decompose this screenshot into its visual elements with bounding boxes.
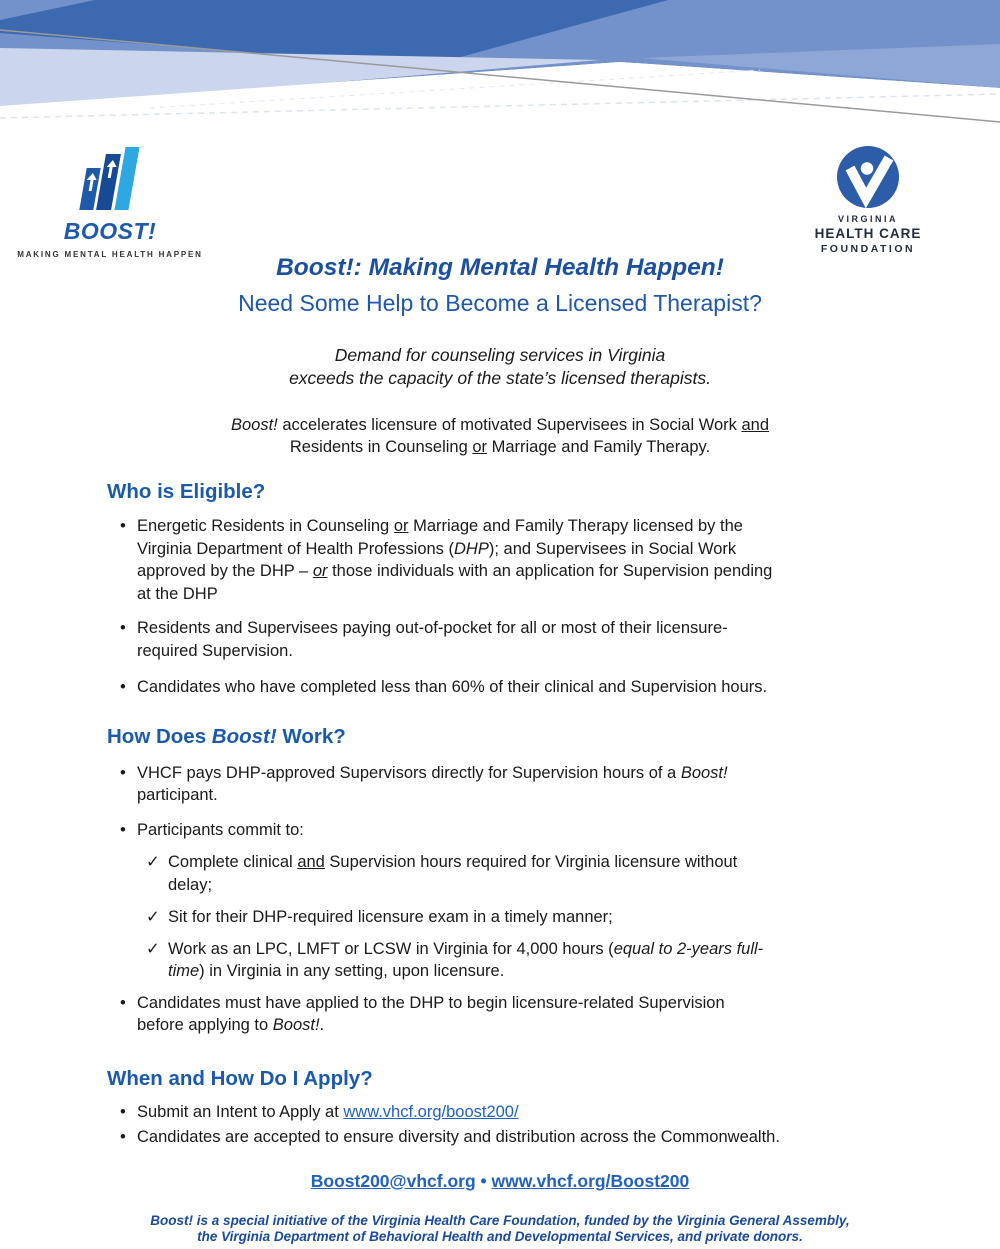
text-segment: Boost!	[680, 763, 728, 782]
text-segment: Complete clinical	[168, 853, 298, 871]
text-segment: accelerates licensure of motivated Supervisees in Social Work	[277, 416, 742, 434]
how-bullet-list-after	[0, 992, 1000, 1037]
text-segment: Residents in Counseling	[289, 438, 473, 456]
bullet-item	[120, 992, 1000, 1037]
text-segment: Boost! is a special initiative of the Virginia Health Care Foundation, funded by the Virginia General Assembly,	[150, 1212, 850, 1228]
text-segment: Boost!	[211, 724, 277, 748]
eligibility-bullet-list	[0, 515, 1000, 699]
bullet-dot-icon: •	[120, 517, 126, 535]
text-segment: participant.	[137, 786, 218, 804]
demand-statement	[0, 344, 1000, 390]
text-segment: Candidates must have applied to the DHP to begin licensure-related Supervision	[137, 993, 725, 1012]
text-segment: Energetic Residents in Counseling	[137, 517, 394, 535]
check-text	[168, 938, 908, 983]
check-item	[146, 906, 1000, 929]
vhcf-logo-line1: VIRGINIA	[837, 214, 898, 224]
vhcf-logo-line3: FOUNDATION	[820, 243, 916, 255]
vhcf-logo	[798, 145, 938, 255]
header-wave-svg	[0, 0, 1000, 125]
text-segment: before applying to	[137, 1016, 273, 1034]
bullet-dot-icon: •	[120, 820, 126, 839]
text-segment: or	[312, 562, 328, 580]
check-icon: ✓	[146, 853, 160, 871]
text-segment: VHCF pays DHP-approved Supervisors directly for Supervision hours of a	[137, 763, 681, 782]
bullet-item	[120, 617, 1000, 662]
demand-line-1: Demand for counseling services in Virginia	[334, 345, 666, 365]
link[interactable]: www.vhcf.org/Boost200	[491, 1170, 690, 1191]
text-segment: How Does	[107, 724, 212, 748]
text-segment: Residents and Supervisees paying out-of-pocket for all or most of their licensure-	[137, 619, 728, 637]
text-segment: Marriage and Family Therapy.	[487, 438, 711, 456]
rising-bars-icon	[83, 140, 139, 210]
bullet-dot-icon: •	[120, 763, 126, 782]
bullet-dot-icon: •	[120, 619, 126, 637]
section-heading-apply: When and How Do I Apply?	[107, 1066, 373, 1090]
link[interactable]: Boost200@vhcf.org	[310, 1170, 476, 1191]
text-segment: Supervision hours required for Virginia licensure without	[324, 853, 738, 871]
bullet-text	[137, 515, 907, 605]
commitment-check-list	[0, 851, 1000, 983]
boost-logo-wordmark: BOOST!	[63, 218, 157, 244]
check-item	[146, 851, 1000, 896]
bullet-item	[120, 1101, 1000, 1124]
section-heading-how-it-works	[107, 725, 1000, 748]
bullet-text	[137, 617, 907, 662]
check-icon: ✓	[146, 908, 160, 926]
text-segment: Participants commit to:	[137, 820, 304, 839]
text-segment: required Supervision.	[137, 641, 293, 660]
how-bullet-list	[0, 762, 1000, 842]
text-segment: Work as an LPC, LMFT or LCSW in Virginia for 4,000 hours (	[168, 939, 614, 958]
bullet-text	[137, 992, 907, 1037]
text-segment: Boost!	[272, 1016, 320, 1034]
program-summary	[0, 414, 1000, 458]
boost-logo	[10, 140, 210, 259]
link[interactable]: www.vhcf.org/boost200/	[343, 1102, 519, 1121]
bullet-text	[137, 819, 907, 842]
text-segment: Submit an Intent to Apply at	[137, 1102, 344, 1121]
bullet-dot-icon: •	[120, 1128, 126, 1146]
text-segment: or	[472, 438, 488, 456]
vhcf-logo-line2: HEALTH CARE	[814, 226, 922, 241]
text-segment: at the DHP	[137, 584, 218, 603]
text-segment: Candidates who have completed less than 60% of their clinical and Supervision hours.	[137, 678, 768, 696]
text-segment: ); and Supervisees in Social Work	[488, 539, 737, 558]
bullet-item	[120, 515, 1000, 605]
check-icon: ✓	[146, 939, 160, 958]
text-segment: .	[319, 1016, 325, 1034]
text-segment: Work?	[276, 724, 346, 748]
text-segment: equal to 2-years full-	[613, 939, 764, 958]
text-segment: DHP	[454, 539, 489, 558]
text-segment: •	[475, 1170, 492, 1191]
footer-note	[0, 1213, 1000, 1246]
bullet-item	[120, 676, 1000, 699]
text-segment: and	[297, 853, 325, 871]
bullet-text	[137, 1101, 907, 1124]
text-segment: time	[168, 962, 200, 980]
text-segment: delay;	[168, 875, 213, 894]
check-item	[146, 938, 1000, 983]
bullet-text	[137, 762, 907, 807]
text-segment: the Virginia Department of Behavioral Health and Developmental Services, and private donors.	[197, 1229, 803, 1244]
up-arrow-icon	[85, 173, 98, 191]
text-segment: approved by the DHP –	[137, 562, 313, 580]
text-segment: Boost!	[230, 416, 278, 434]
page-subtitle: Need Some Help to Become a Licensed Therapist?	[238, 290, 762, 316]
page-title: Boost!: Making Mental Health Happen!	[276, 254, 724, 281]
flyer-content	[0, 254, 1000, 1246]
demand-line-2: exceeds the capacity of the state’s licensed therapists.	[289, 368, 711, 388]
text-segment: Virginia Department of Health Professions (	[137, 539, 455, 558]
text-segment: Sit for their DHP-required licensure exam in a timely manner;	[168, 908, 613, 926]
text-segment: ) in Virginia in any setting, upon licensure.	[199, 962, 505, 980]
section-heading-eligibility: Who is Eligible?	[107, 480, 266, 503]
bullet-dot-icon: •	[120, 993, 126, 1012]
text-segment: or	[393, 517, 409, 535]
boost-logo-tagline: MAKING MENTAL HEALTH HAPPEN	[17, 250, 203, 259]
person-check-icon	[836, 145, 900, 209]
up-arrow-icon	[104, 160, 117, 178]
bullet-text	[137, 676, 907, 699]
apply-bullet-list	[0, 1101, 1000, 1149]
check-text	[168, 906, 908, 929]
check-text	[168, 851, 908, 896]
contact-line	[0, 1171, 1000, 1191]
bullet-text	[137, 1126, 907, 1149]
text-segment: Marriage and Family Therapy licensed by the	[408, 517, 743, 535]
bullet-item	[120, 1126, 1000, 1149]
bullet-item	[120, 762, 1000, 807]
text-segment: those individuals with an application for Supervision pending	[327, 562, 773, 580]
bullet-dot-icon: •	[120, 678, 126, 696]
bullet-item	[120, 819, 1000, 842]
text-segment: Candidates are accepted to ensure diversity and distribution across the Commonwealth.	[137, 1128, 780, 1146]
header-wave-graphic	[0, 0, 1000, 125]
bullet-dot-icon: •	[120, 1102, 126, 1121]
text-segment: and	[741, 416, 770, 434]
